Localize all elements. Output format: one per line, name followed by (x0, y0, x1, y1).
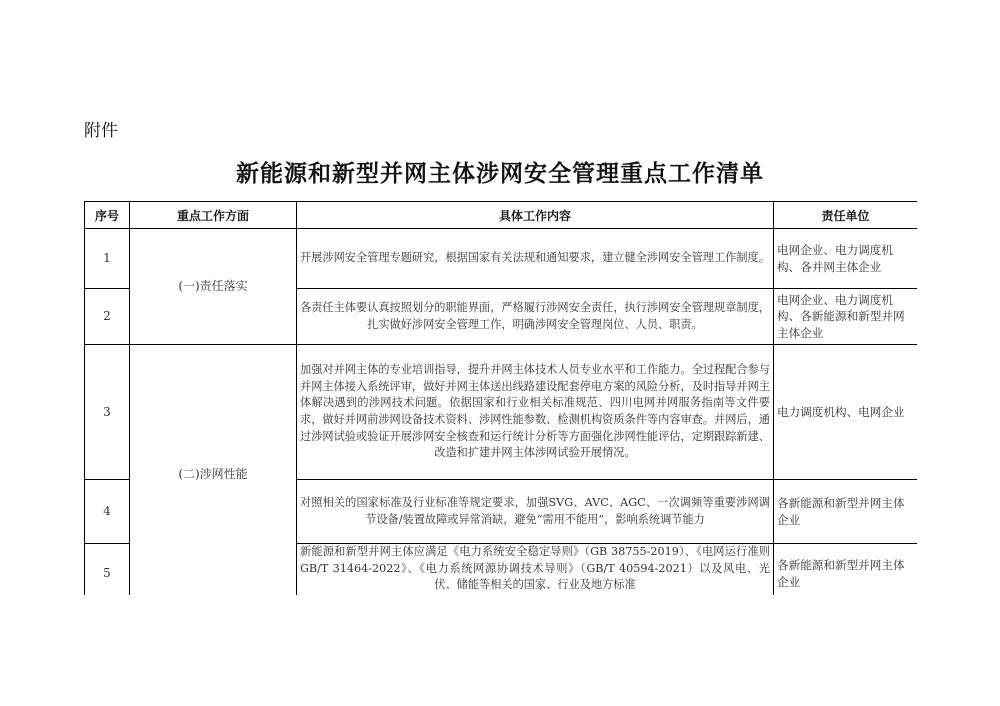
unit-cell: 电网企业、电力调度机构、各新能源和新型并网主体企业 (774, 289, 918, 345)
unit-cell: 各新能源和新型并网主体企业 (774, 480, 918, 544)
aspect-cell: (二)涉网性能 (130, 345, 297, 596)
table-row (85, 345, 918, 480)
document-title: 新能源和新型并网主体涉网安全管理重点工作清单 (236, 161, 764, 187)
header-content: 具体工作内容 (297, 202, 774, 229)
aspect-cell: (一)责任落实 (130, 229, 297, 345)
attachment-label: 附件 (84, 121, 118, 141)
row-number: 5 (85, 544, 130, 596)
content-cell: 各责任主体要认真按照划分的职能界面，严格履行涉网安全责任，执行涉网安全管理规章制度，扎实做好涉网安全管理工作，明确涉网安全管理岗位、人员、职责。 (297, 289, 774, 345)
row-number: 1 (85, 229, 130, 289)
work-list-table (84, 201, 917, 595)
row-number: 4 (85, 480, 130, 544)
header-unit: 责任单位 (774, 202, 918, 229)
header-number: 序号 (85, 202, 130, 229)
table-header-row (85, 202, 918, 229)
unit-cell: 电力调度机构、电网企业 (774, 345, 918, 480)
row-number: 3 (85, 345, 130, 480)
unit-cell: 各新能源和新型并网主体企业 (774, 544, 918, 596)
content-cell: 加强对并网主体的专业培训指导，提升并网主体技术人员专业水平和工作能力。全过程配合参与并网主体接入系统评审，做好并网主体送出线路建设配套停电方案的风险分析，及时指导并网主体解决遇到的涉网技术问题。依据国家和行业相关标准规范、四川电网并网服务指南等文件要求，做好并网前涉网设备技术资料、涉网性能参数、检测机构资质条件等内容审查。并网后，通过涉网试验或验证开展涉网安全核查和运行统计分析等方面强化涉网性能评估，定期跟踪新建、改造和扩建并网主体涉网试验开展情况。 (297, 345, 774, 480)
header-aspect: 重点工作方面 (130, 202, 297, 229)
work-list-table-container (84, 201, 917, 595)
content-cell: 开展涉网安全管理专题研究，根据国家有关法规和通知要求，建立健全涉网安全管理工作制度。 (297, 229, 774, 289)
unit-cell: 电网企业、电力调度机构、各并网主体企业 (774, 229, 918, 289)
row-number: 2 (85, 289, 130, 345)
content-cell: 新能源和新型并网主体应满足《电力系统安全稳定导则》（GB 38755-2019）、《电网运行准则GB/T 31464-2022》、《电力系统网源协调技术导则》（GB/T 40594-2021）以及风电、光伏、储能等相关的国家、行业及地方标准 (297, 544, 774, 596)
table-row (85, 229, 918, 289)
content-cell: 对照相关的国家标准及行业标准等规定要求，加强SVG、AVC、AGC、一次调频等重要涉网调节设备/装置故障或异常消缺，避免“需用不能用”，影响系统调节能力 (297, 480, 774, 544)
